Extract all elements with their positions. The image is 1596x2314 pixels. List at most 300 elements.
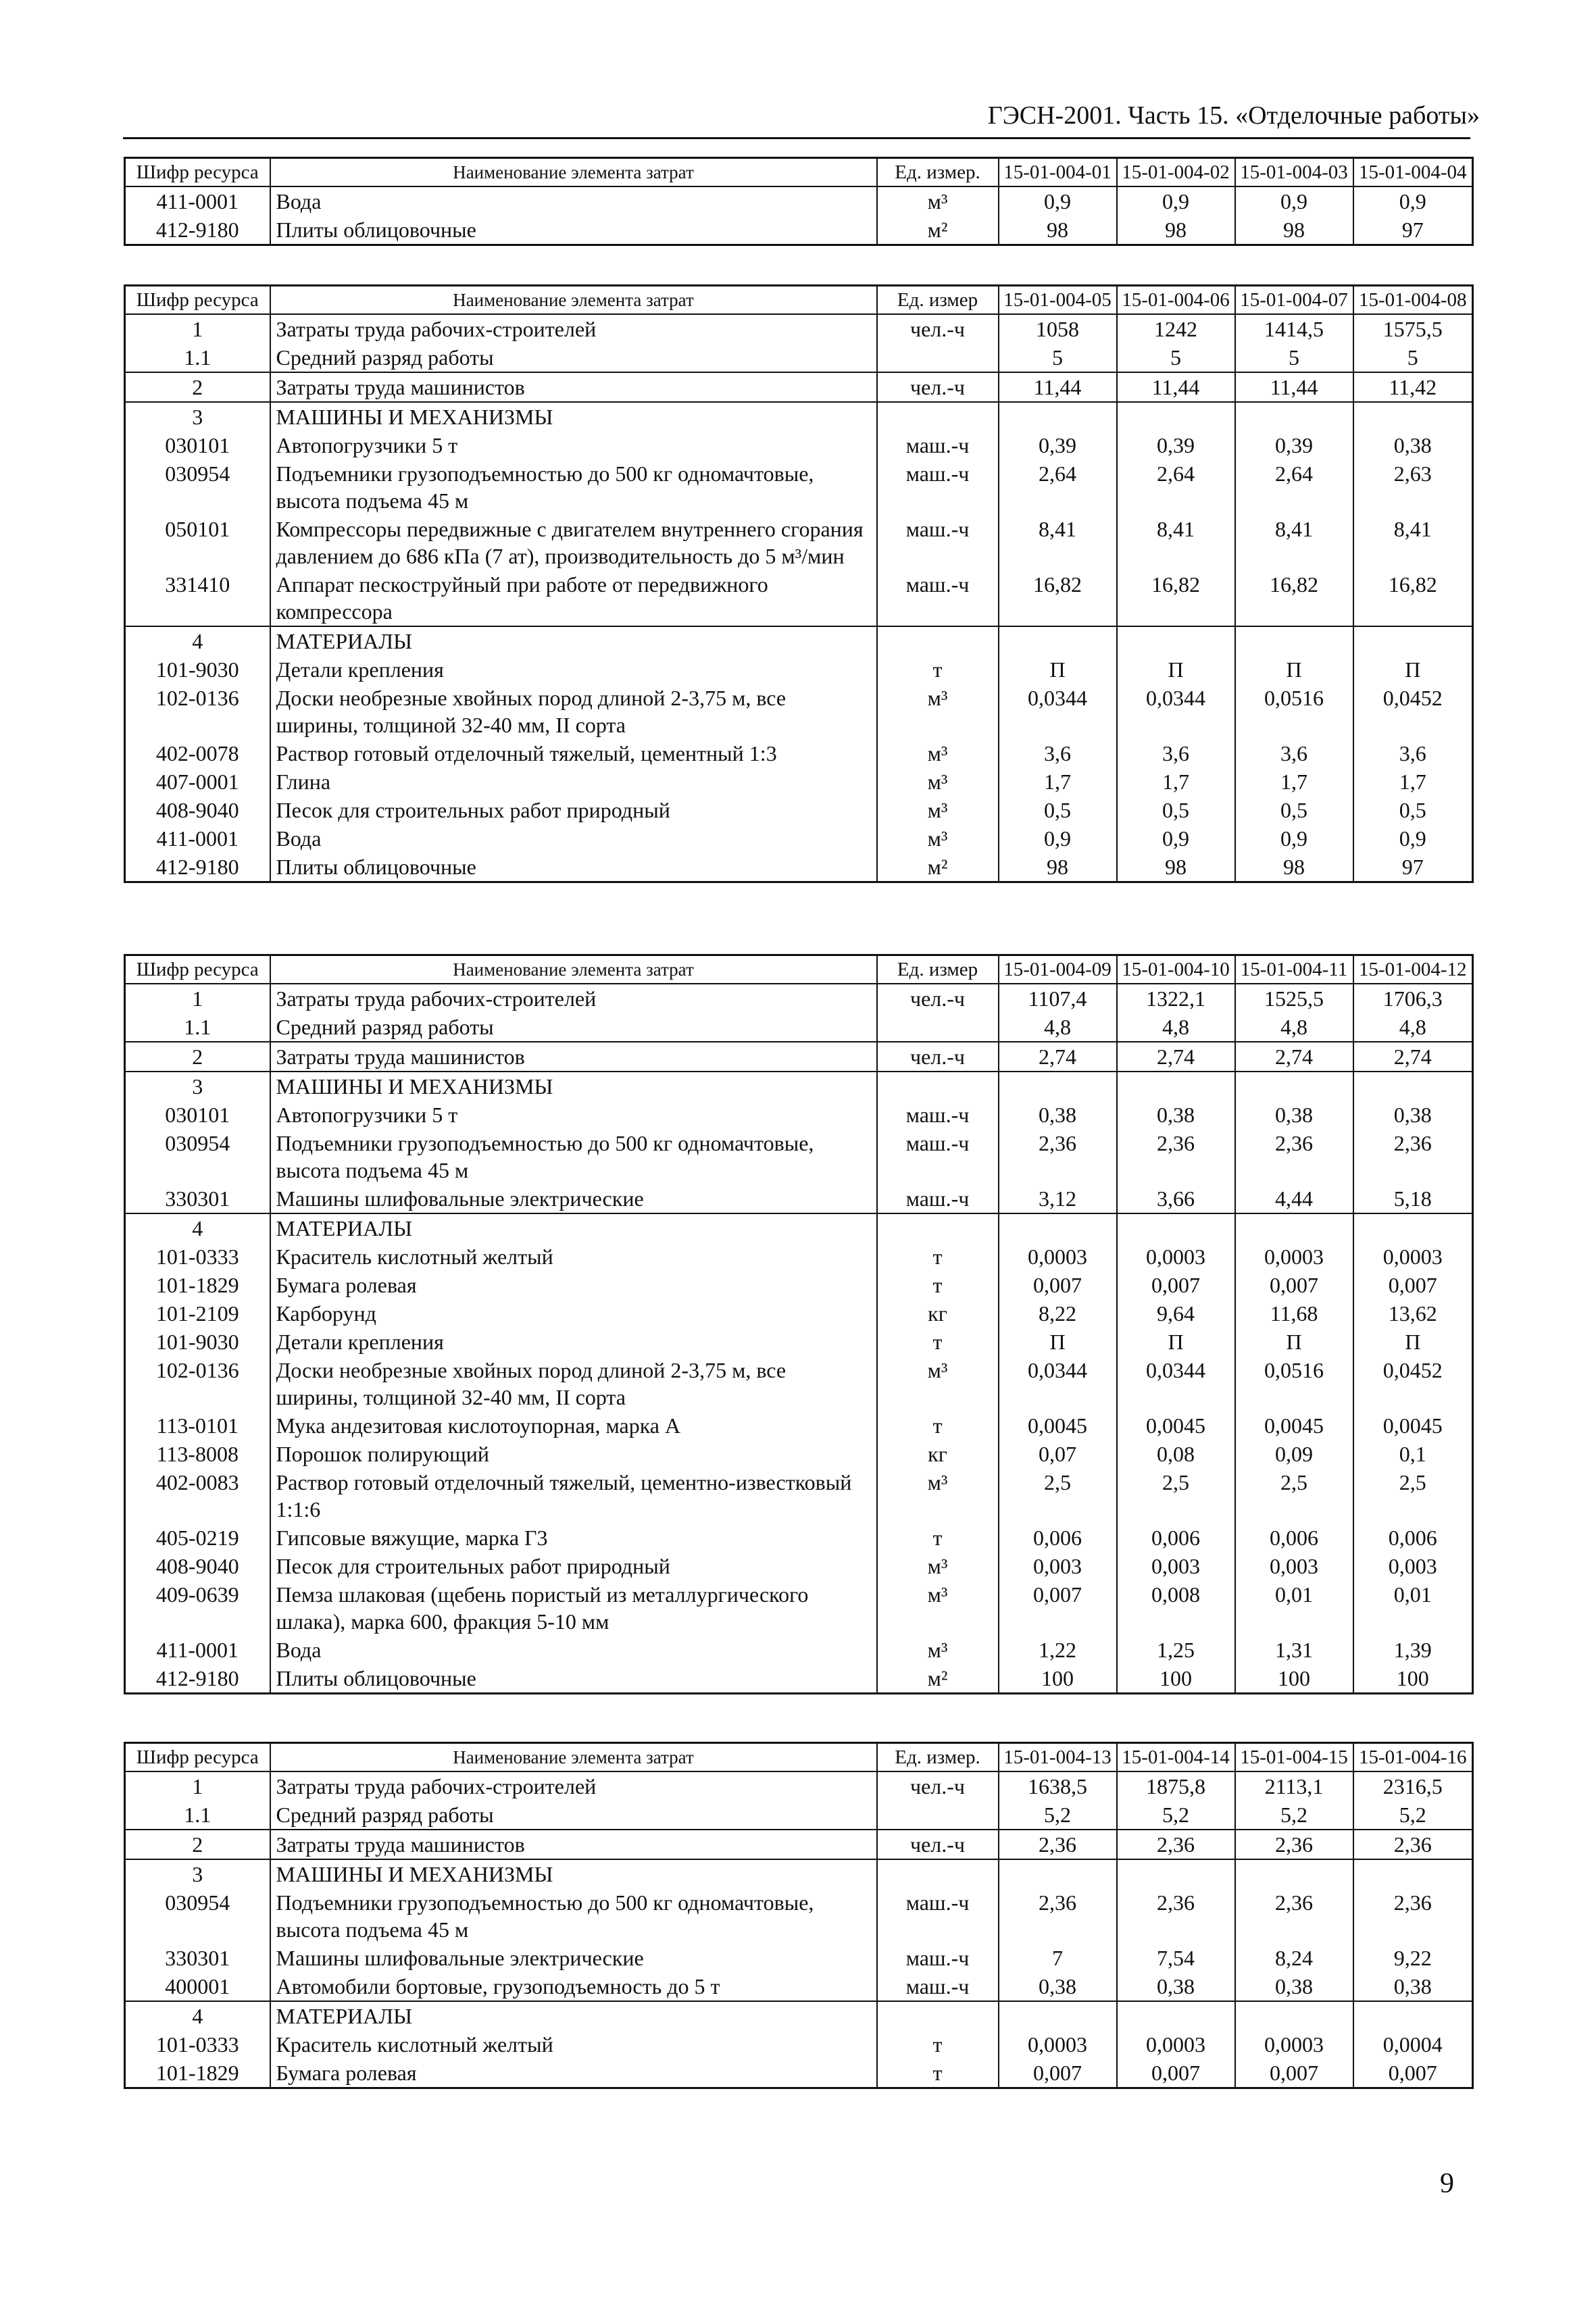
header-norm-code: 15-01-004-07 [1235, 286, 1353, 315]
table-row [125, 1524, 1473, 1552]
cell-value: 1,7 [1353, 768, 1473, 796]
cell-value: 0,5 [1235, 796, 1353, 824]
cell-value: 0,0003 [999, 2030, 1117, 2059]
table-row [125, 1972, 1473, 2001]
cell-value: 0,007 [999, 1580, 1117, 1636]
cell-value: 16,82 [1235, 570, 1353, 626]
cell-unit: т [877, 1271, 999, 1299]
cell-resource-code: 101-1829 [125, 2059, 270, 2088]
cell-resource-code: 102-0136 [125, 684, 270, 739]
cell-value: 2,5 [1235, 1468, 1353, 1524]
header-norm-code: 15-01-004-06 [1117, 286, 1235, 315]
header-code: Шифр ресурса [125, 158, 270, 187]
cell-value: 0,39 [1235, 431, 1353, 459]
cell-resource-code: 402-0083 [125, 1468, 270, 1524]
cell-value: 11,44 [1235, 372, 1353, 402]
cell-unit: м² [877, 1664, 999, 1694]
table-row [125, 768, 1473, 796]
cell-element-name: Автопогрузчики 5 т [270, 1101, 877, 1129]
cell-value: 0,003 [1235, 1552, 1353, 1580]
cell-value: 1638,5 [999, 1771, 1117, 1801]
cell-value: 0,0045 [1117, 1411, 1235, 1440]
cell-value: 0,007 [1353, 2059, 1473, 2088]
cell-value: 11,68 [1235, 1299, 1353, 1328]
cell-unit [877, 1013, 999, 1042]
cell-unit: чел.-ч [877, 1042, 999, 1072]
cell-value: 0,0516 [1235, 684, 1353, 739]
cell-resource-code: 4 [125, 2001, 270, 2030]
cell-resource-code: 030101 [125, 431, 270, 459]
cell-value: 0,007 [1117, 2059, 1235, 2088]
table-row [125, 1440, 1473, 1468]
header-norm-code: 15-01-004-15 [1235, 1743, 1353, 1772]
cell-value: 3,66 [1117, 1184, 1235, 1213]
cell-resource-code: 102-0136 [125, 1356, 270, 1411]
cell-value: 7,54 [1117, 1944, 1235, 1972]
cell-value: 0,008 [1117, 1580, 1235, 1636]
cell-value: 13,62 [1353, 1299, 1473, 1328]
cell-unit: чел.-ч [877, 1830, 999, 1859]
cell-value: 0,0344 [1117, 684, 1235, 739]
cell-value: 2,36 [1117, 1129, 1235, 1184]
table-row [125, 1830, 1473, 1859]
cell-value: 1575,5 [1353, 314, 1473, 343]
cell-element-name: Затраты труда рабочих-строителей [270, 984, 877, 1013]
cell-element-name: Доски необрезные хвойных пород длиной 2-3,75 м, все ширины, толщиной 32-40 мм, II сорта [270, 1356, 877, 1411]
cell-resource-code: 2 [125, 1830, 270, 1859]
cell-value: 0,9 [1117, 824, 1235, 853]
header-norm-code: 15-01-004-16 [1353, 1743, 1473, 1772]
cell-element-name: Краситель кислотный желтый [270, 1242, 877, 1271]
cell-value: 1,7 [1235, 768, 1353, 796]
cell-value [1235, 1072, 1353, 1101]
cell-value: 98 [999, 216, 1117, 245]
cell-resource-code: 030101 [125, 1101, 270, 1129]
table-row [125, 1184, 1473, 1213]
cell-value: 0,38 [1235, 1972, 1353, 2001]
table-header-row [125, 1743, 1473, 1772]
cell-value: 2,5 [1353, 1468, 1473, 1524]
header-unit: Ед. измер [877, 955, 999, 984]
cell-value: П [999, 1328, 1117, 1356]
cell-value: 7 [999, 1944, 1117, 1972]
cell-element-name: МАШИНЫ И МЕХАНИЗМЫ [270, 402, 877, 431]
resource-table [124, 284, 1474, 883]
table-row [125, 343, 1473, 372]
cell-element-name: Подъемники грузоподъемностью до 500 кг одномачтовые, высота подъема 45 м [270, 1888, 877, 1944]
cell-value: 5 [999, 343, 1117, 372]
cell-resource-code: 101-1829 [125, 1271, 270, 1299]
cell-element-name: Подъемники грузоподъемностью до 500 кг одномачтовые, высота подъема 45 м [270, 459, 877, 515]
cell-value [1117, 1072, 1235, 1101]
cell-unit: т [877, 1242, 999, 1271]
cell-value: 0,0344 [999, 684, 1117, 739]
cell-value: П [1117, 655, 1235, 684]
cell-value: 0,1 [1353, 1440, 1473, 1468]
cell-element-name: Детали крепления [270, 1328, 877, 1356]
cell-unit: маш.-ч [877, 570, 999, 626]
cell-unit: маш.-ч [877, 459, 999, 515]
cell-value: 0,9 [1353, 824, 1473, 853]
cell-element-name: Гипсовые вяжущие, марка Г3 [270, 1524, 877, 1552]
header-name: Наименование элемента затрат [270, 955, 877, 984]
cell-value: 0,006 [999, 1524, 1117, 1552]
table-row [125, 1072, 1473, 1101]
cell-value [1235, 626, 1353, 655]
cell-resource-code: 1.1 [125, 343, 270, 372]
cell-value: 1242 [1117, 314, 1235, 343]
cell-resource-code: 405-0219 [125, 1524, 270, 1552]
cell-value: 0,007 [999, 1271, 1117, 1299]
cell-unit: маш.-ч [877, 1888, 999, 1944]
cell-value: 0,38 [1353, 431, 1473, 459]
cell-resource-code: 4 [125, 626, 270, 655]
cell-value: 2,36 [999, 1129, 1117, 1184]
cell-element-name: МАТЕРИАЛЫ [270, 2001, 877, 2030]
cell-element-name: Затраты труда рабочих-строителей [270, 314, 877, 343]
cell-value: 2,5 [1117, 1468, 1235, 1524]
cell-value: 4,44 [1235, 1184, 1353, 1213]
cell-value [1117, 1213, 1235, 1242]
cell-value: 2,36 [999, 1888, 1117, 1944]
cell-value: 2,36 [1353, 1830, 1473, 1859]
cell-value: 0,0045 [1353, 1411, 1473, 1440]
table-row [125, 1271, 1473, 1299]
header-norm-code: 15-01-004-09 [999, 955, 1117, 984]
header-norm-code: 15-01-004-05 [999, 286, 1117, 315]
cell-value [999, 2001, 1117, 2030]
cell-unit: м³ [877, 1636, 999, 1664]
cell-value: 3,6 [1117, 739, 1235, 768]
header-rule [123, 137, 1470, 139]
table-row [125, 1771, 1473, 1801]
cell-value: 0,0045 [1235, 1411, 1353, 1440]
cell-resource-code: 3 [125, 1072, 270, 1101]
table-row [125, 314, 1473, 343]
header-name: Наименование элемента затрат [270, 1743, 877, 1772]
cell-value: 2,5 [999, 1468, 1117, 1524]
cell-element-name: Аппарат пескоструйный при работе от передвижного компрессора [270, 570, 877, 626]
cell-value: 0,07 [999, 1440, 1117, 1468]
table-row [125, 1888, 1473, 1944]
cell-value: 5,2 [1117, 1801, 1235, 1830]
cell-value: 0,09 [1235, 1440, 1353, 1468]
cell-unit: кг [877, 1299, 999, 1328]
cell-value [999, 402, 1117, 431]
table-row [125, 1356, 1473, 1411]
cell-value: 3,6 [1235, 739, 1353, 768]
table-row [125, 1242, 1473, 1271]
cell-value: 0,5 [999, 796, 1117, 824]
cell-resource-code: 411-0001 [125, 1636, 270, 1664]
cell-element-name: МАТЕРИАЛЫ [270, 626, 877, 655]
cell-element-name: Средний разряд работы [270, 1801, 877, 1830]
cell-unit: чел.-ч [877, 314, 999, 343]
table-row [125, 402, 1473, 431]
cell-value [1117, 1859, 1235, 1888]
table-row [125, 1042, 1473, 1072]
cell-element-name: Затраты труда машинистов [270, 372, 877, 402]
cell-resource-code: 101-9030 [125, 1328, 270, 1356]
resource-table [124, 954, 1474, 1694]
cell-resource-code: 412-9180 [125, 1664, 270, 1694]
cell-value [1235, 1859, 1353, 1888]
cell-value: 0,007 [999, 2059, 1117, 2088]
cell-element-name: МАШИНЫ И МЕХАНИЗМЫ [270, 1859, 877, 1888]
cell-value [1235, 402, 1353, 431]
cell-unit: м² [877, 216, 999, 245]
cell-unit: м³ [877, 1356, 999, 1411]
cell-unit: т [877, 1328, 999, 1356]
cell-value: 8,41 [1235, 515, 1353, 570]
cell-resource-code: 030954 [125, 1129, 270, 1184]
cell-unit: т [877, 655, 999, 684]
cell-value [1235, 1213, 1353, 1242]
cell-resource-code: 030954 [125, 459, 270, 515]
cell-value: 16,82 [1353, 570, 1473, 626]
cell-value: 2113,1 [1235, 1771, 1353, 1801]
cell-resource-code: 330301 [125, 1944, 270, 1972]
cell-value: 0,0003 [1235, 1242, 1353, 1271]
cell-value: 11,44 [1117, 372, 1235, 402]
cell-value: 5 [1353, 343, 1473, 372]
cell-value: 1414,5 [1235, 314, 1353, 343]
cell-value [999, 626, 1117, 655]
cell-value: 100 [1353, 1664, 1473, 1694]
cell-unit: маш.-ч [877, 1972, 999, 2001]
cell-value: 0,003 [999, 1552, 1117, 1580]
cell-value: 0,39 [999, 431, 1117, 459]
cell-unit: маш.-ч [877, 1101, 999, 1129]
cell-value: 3,6 [1353, 739, 1473, 768]
cell-resource-code: 407-0001 [125, 768, 270, 796]
cell-unit: чел.-ч [877, 984, 999, 1013]
cell-element-name: Затраты труда рабочих-строителей [270, 1771, 877, 1801]
cell-unit [877, 2001, 999, 2030]
cell-resource-code: 408-9040 [125, 1552, 270, 1580]
cell-element-name: Бумага ролевая [270, 2059, 877, 2088]
cell-element-name: Порошок полирующий [270, 1440, 877, 1468]
cell-value: 0,9 [999, 824, 1117, 853]
cell-element-name: Песок для строительных работ природный [270, 796, 877, 824]
cell-unit: м³ [877, 1580, 999, 1636]
table-header-row [125, 955, 1473, 984]
cell-value: 5,2 [1235, 1801, 1353, 1830]
cell-element-name: Затраты труда машинистов [270, 1830, 877, 1859]
cell-value: 0,007 [1117, 1271, 1235, 1299]
cell-element-name: Вода [270, 824, 877, 853]
table-row [125, 1944, 1473, 1972]
cell-value: 8,41 [999, 515, 1117, 570]
cell-unit: м³ [877, 739, 999, 768]
cell-value: 5,2 [999, 1801, 1117, 1830]
cell-value: 1,39 [1353, 1636, 1473, 1664]
cell-unit: м³ [877, 1468, 999, 1524]
cell-value: 0,006 [1353, 1524, 1473, 1552]
cell-value: 1,31 [1235, 1636, 1353, 1664]
cell-resource-code: 411-0001 [125, 186, 270, 216]
page-number: 9 [1440, 2168, 1454, 2199]
cell-resource-code: 1 [125, 314, 270, 343]
cell-value: 100 [1235, 1664, 1353, 1694]
cell-value: 98 [1117, 853, 1235, 882]
cell-value: 0,0344 [1117, 1356, 1235, 1411]
cell-value: 98 [1117, 216, 1235, 245]
cell-unit [877, 343, 999, 372]
cell-element-name: Вода [270, 186, 877, 216]
cell-value: 4,8 [999, 1013, 1117, 1042]
cell-resource-code: 101-0333 [125, 2030, 270, 2059]
cell-unit: м³ [877, 768, 999, 796]
table-row [125, 796, 1473, 824]
table-row [125, 1580, 1473, 1636]
cell-value: 0,08 [1117, 1440, 1235, 1468]
header-norm-code: 15-01-004-12 [1353, 955, 1473, 984]
cell-resource-code: 412-9180 [125, 853, 270, 882]
table-row [125, 372, 1473, 402]
cell-element-name: Компрессоры передвижные с двигателем внутреннего сгорания давлением до 686 кПа (7 ат), производительность до 5 м³/мин [270, 515, 877, 570]
cell-element-name: Раствор готовый отделочный тяжелый, цементно-известковый 1:1:6 [270, 1468, 877, 1524]
cell-value: 97 [1353, 853, 1473, 882]
table-row [125, 515, 1473, 570]
header-unit: Ед. измер. [877, 158, 999, 187]
cell-unit: маш.-ч [877, 515, 999, 570]
cell-element-name: Пемза шлаковая (щебень пористый из металлургического шлака), марка 600, фракция 5-10 мм [270, 1580, 877, 1636]
header-code: Шифр ресурса [125, 286, 270, 315]
cell-value: 2,36 [1117, 1830, 1235, 1859]
cell-resource-code: 412-9180 [125, 216, 270, 245]
cell-element-name: МАШИНЫ И МЕХАНИЗМЫ [270, 1072, 877, 1101]
cell-value: 9,64 [1117, 1299, 1235, 1328]
cell-value: 4,8 [1235, 1013, 1353, 1042]
cell-value [1353, 1213, 1473, 1242]
cell-value: 2,63 [1353, 459, 1473, 515]
cell-value [1353, 1072, 1473, 1101]
cell-unit [877, 402, 999, 431]
resource-table [124, 157, 1474, 246]
cell-unit: чел.-ч [877, 1771, 999, 1801]
cell-value: 0,0004 [1353, 2030, 1473, 2059]
table-row [125, 2059, 1473, 2088]
table-row [125, 1013, 1473, 1042]
cell-value: 100 [999, 1664, 1117, 1694]
cell-resource-code: 2 [125, 372, 270, 402]
cell-element-name: Машины шлифовальные электрические [270, 1944, 877, 1972]
cell-value: 0,0045 [999, 1411, 1117, 1440]
cell-resource-code: 402-0078 [125, 739, 270, 768]
cell-value: 16,82 [999, 570, 1117, 626]
cell-value: 2,36 [1235, 1888, 1353, 1944]
cell-element-name: Раствор готовый отделочный тяжелый, цементный 1:3 [270, 739, 877, 768]
cell-value: 8,41 [1117, 515, 1235, 570]
cell-element-name: Затраты труда машинистов [270, 1042, 877, 1072]
cell-resource-code: 101-9030 [125, 655, 270, 684]
header-norm-code: 15-01-004-11 [1235, 955, 1353, 984]
cell-value: 2,64 [1235, 459, 1353, 515]
cell-resource-code: 409-0639 [125, 1580, 270, 1636]
cell-value [1235, 2001, 1353, 2030]
cell-resource-code: 030954 [125, 1888, 270, 1944]
table-header-row [125, 286, 1473, 315]
cell-value: 0,9 [1235, 186, 1353, 216]
cell-value: П [1353, 1328, 1473, 1356]
table-row [125, 1636, 1473, 1664]
cell-value: 0,39 [1117, 431, 1235, 459]
cell-value: 2,74 [1235, 1042, 1353, 1072]
cell-element-name: Автопогрузчики 5 т [270, 431, 877, 459]
cell-value: 0,0516 [1235, 1356, 1353, 1411]
cell-value [1353, 402, 1473, 431]
cell-value: 0,5 [1353, 796, 1473, 824]
cell-element-name: Глина [270, 768, 877, 796]
cell-value: 2,74 [1353, 1042, 1473, 1072]
cell-value: 5 [1117, 343, 1235, 372]
cell-unit: маш.-ч [877, 431, 999, 459]
cell-value: П [1235, 655, 1353, 684]
cell-element-name: МАТЕРИАЛЫ [270, 1213, 877, 1242]
cell-resource-code: 3 [125, 402, 270, 431]
cell-value [1353, 626, 1473, 655]
header-unit: Ед. измер. [877, 1743, 999, 1772]
cell-value: 98 [1235, 216, 1353, 245]
cell-unit: м³ [877, 684, 999, 739]
cell-value: 0,9 [1117, 186, 1235, 216]
header-norm-code: 15-01-004-10 [1117, 955, 1235, 984]
cell-value: 1058 [999, 314, 1117, 343]
cell-value: 98 [1235, 853, 1353, 882]
table-row [125, 570, 1473, 626]
cell-value: 0,006 [1235, 1524, 1353, 1552]
cell-element-name: Подъемники грузоподъемностью до 500 кг одномачтовые, высота подъема 45 м [270, 1129, 877, 1184]
cell-value: 11,44 [999, 372, 1117, 402]
table-row [125, 186, 1473, 216]
cell-resource-code: 411-0001 [125, 824, 270, 853]
cell-value: П [999, 655, 1117, 684]
header-norm-code: 15-01-004-04 [1353, 158, 1473, 187]
table-row [125, 2001, 1473, 2030]
cell-value: 0,5 [1117, 796, 1235, 824]
cell-value: 0,0344 [999, 1356, 1117, 1411]
cell-value: 0,006 [1117, 1524, 1235, 1552]
cell-value: 2,64 [999, 459, 1117, 515]
cell-unit: т [877, 2059, 999, 2088]
cell-resource-code: 4 [125, 1213, 270, 1242]
cell-value: 4,8 [1117, 1013, 1235, 1042]
cell-value: 0,38 [1353, 1101, 1473, 1129]
cell-resource-code: 1.1 [125, 1013, 270, 1042]
cell-resource-code: 330301 [125, 1184, 270, 1213]
cell-value: 2,36 [1117, 1888, 1235, 1944]
cell-resource-code: 050101 [125, 515, 270, 570]
cell-element-name: Вода [270, 1636, 877, 1664]
cell-value: 8,24 [1235, 1944, 1353, 1972]
header-norm-code: 15-01-004-02 [1117, 158, 1235, 187]
cell-value: 0,0003 [1235, 2030, 1353, 2059]
cell-unit [877, 1859, 999, 1888]
cell-value [1353, 1859, 1473, 1888]
cell-unit: т [877, 2030, 999, 2059]
cell-value: 5,18 [1353, 1184, 1473, 1213]
cell-value: П [1117, 1328, 1235, 1356]
cell-value: 2,36 [1353, 1129, 1473, 1184]
cell-value [999, 1072, 1117, 1101]
cell-unit: маш.-ч [877, 1944, 999, 1972]
cell-value: 0,01 [1353, 1580, 1473, 1636]
cell-value [1353, 2001, 1473, 2030]
cell-unit [877, 626, 999, 655]
cell-value: 0,38 [1117, 1972, 1235, 2001]
cell-value: 2,36 [1235, 1830, 1353, 1859]
